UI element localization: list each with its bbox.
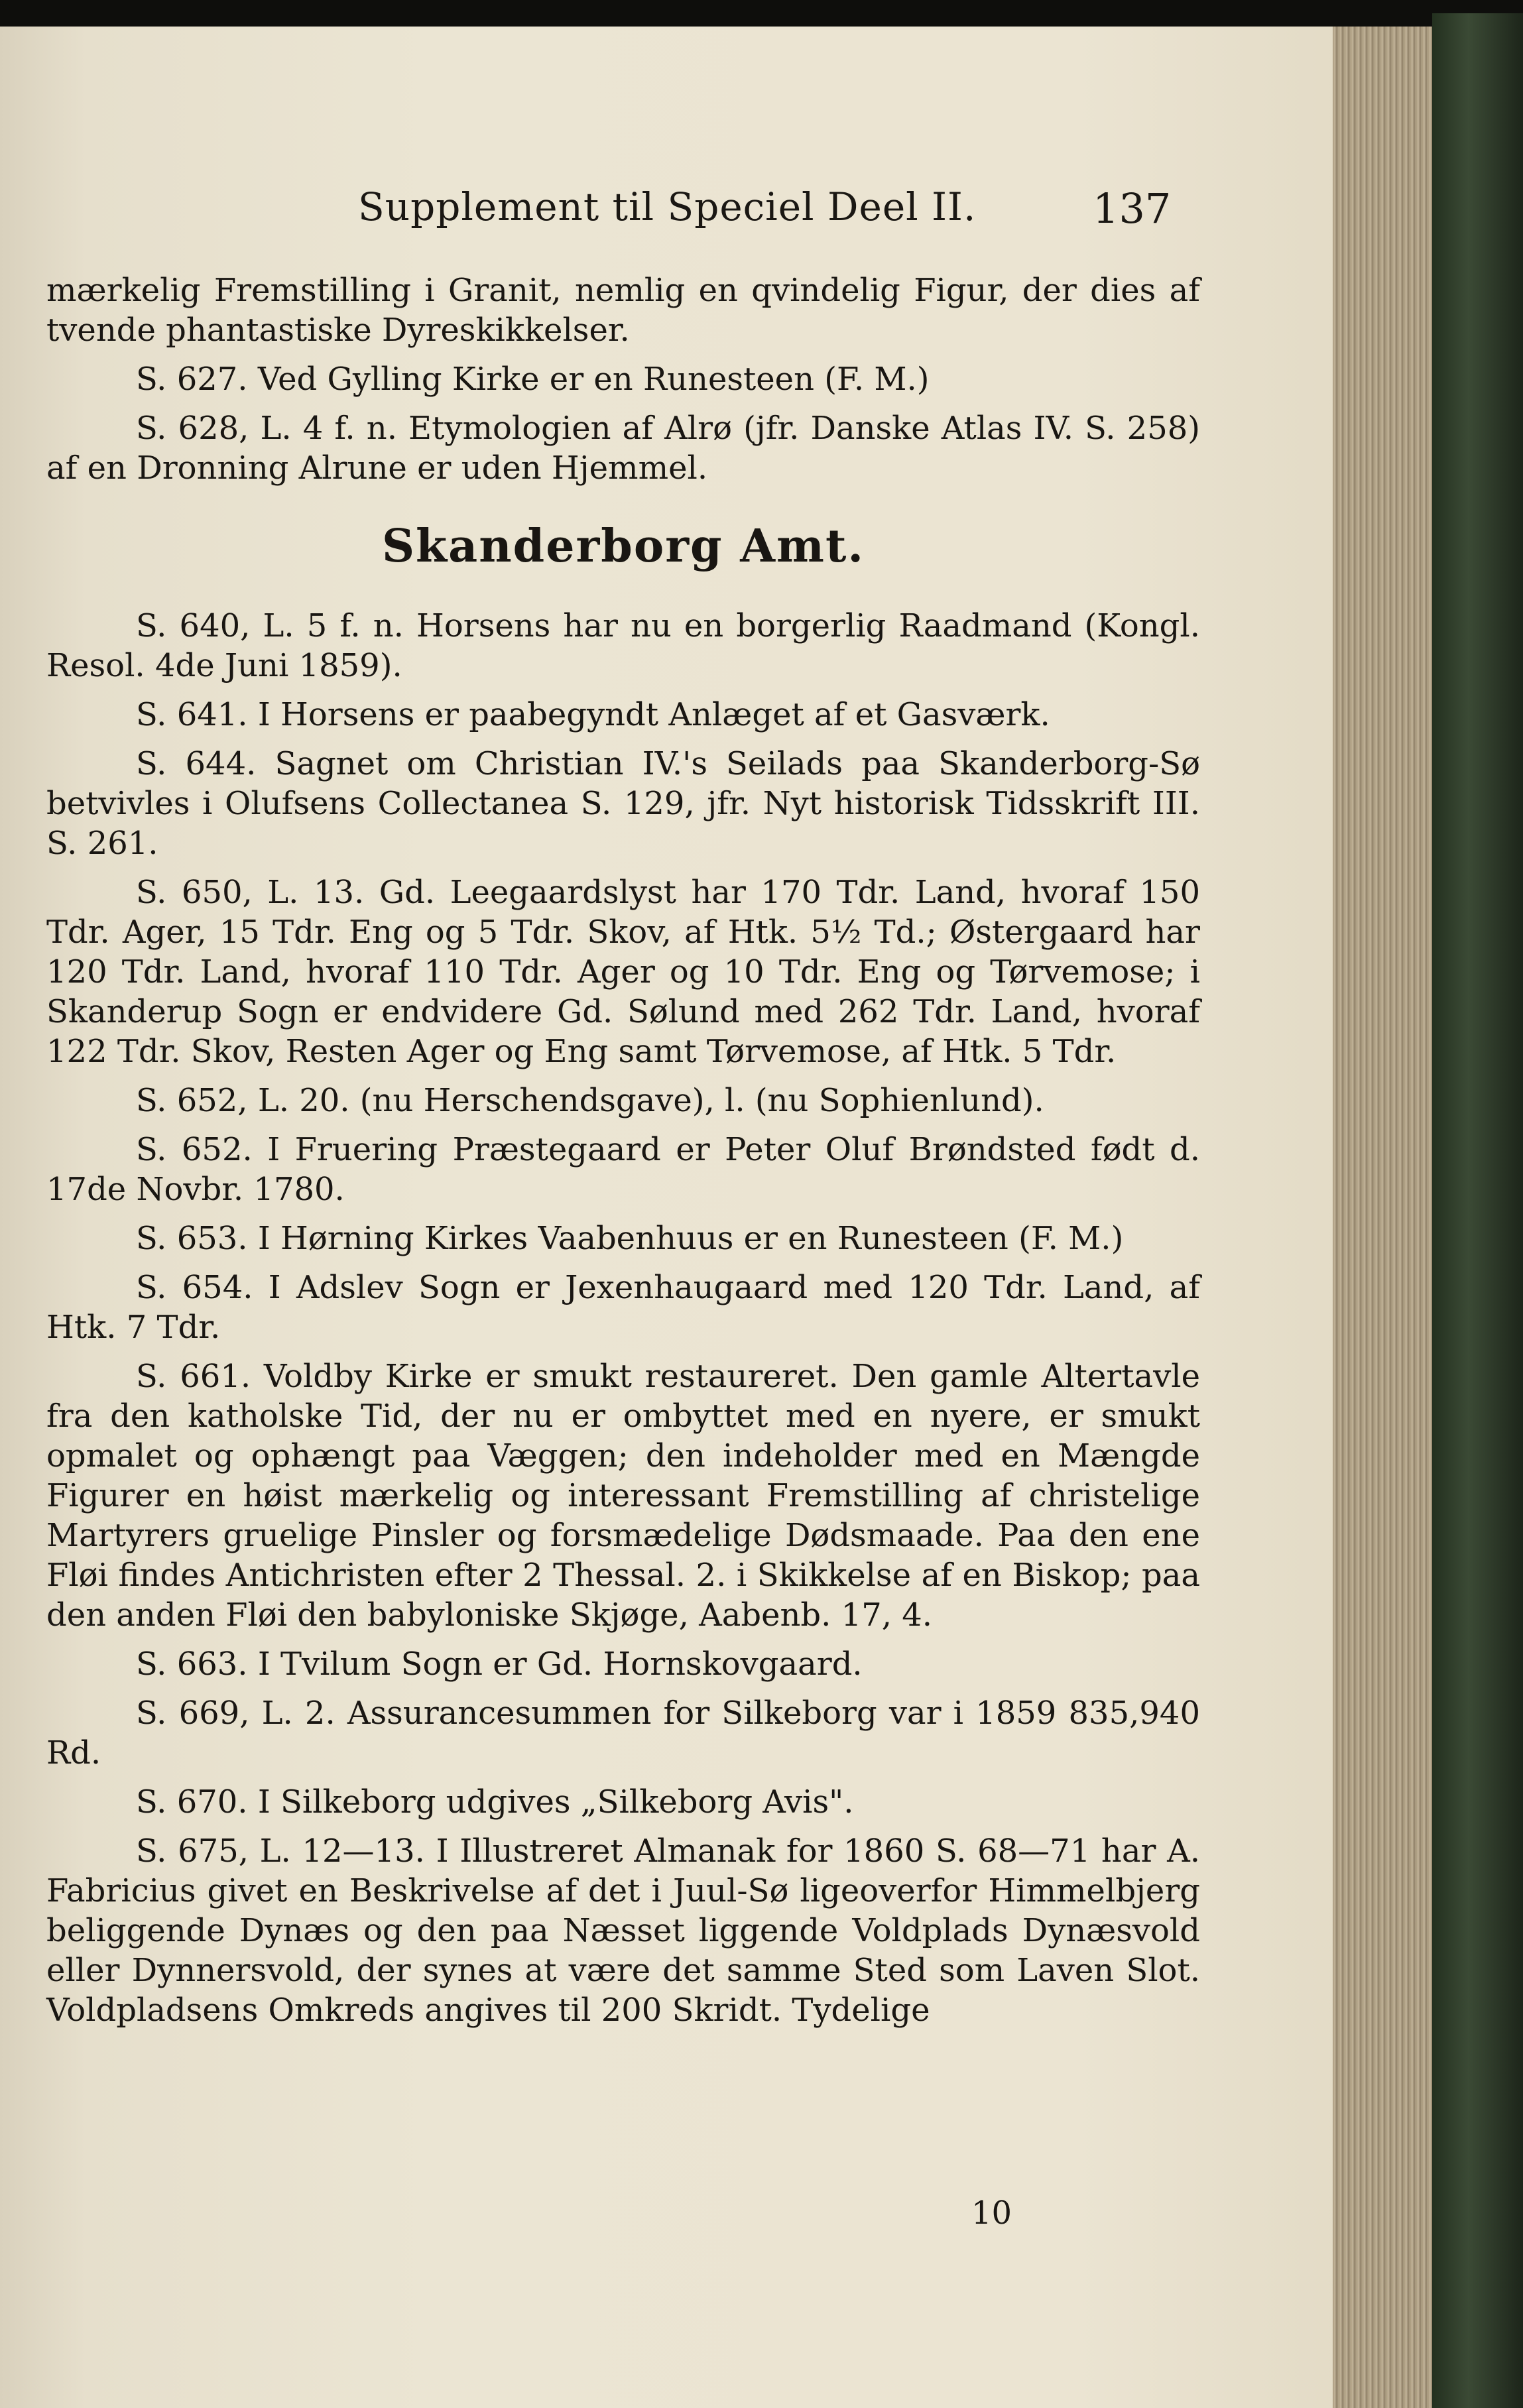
paragraph: S. 652, L. 20. (nu Herschendsgave), l. (nu Sophienlund). [136, 1082, 1044, 1119]
body-text [46, 271, 1200, 2039]
signature-mark: 10 [971, 2195, 1012, 2232]
paragraph: S. 650, L. 13. Gd. Leegaardslyst har 170 Tdr. Land, hvoraf 150 Tdr. Ager, 15 Tdr. Eng og 5 Tdr. Skov, af Htk. 5½ Td.; Østergaard har 120 Tdr. Land, hvoraf 110 Tdr. Ager og 10 Tdr. Eng og Tørvemose; i Skanderup Sogn er endvidere Gd. Sølund med 262 Tdr. Land, hvoraf 122 Tdr. Skov, Resten Ager og Eng samt Tørvemose, af Htk. 5 Tdr. [46, 874, 1200, 1070]
paragraph: S. 640, L. 5 f. n. Horsens har nu en borgerlig Raadmand (Kongl. Resol. 4de Juni 1859). [46, 607, 1200, 684]
paragraph: S. 663. I Tvilum Sogn er Gd. Hornskovgaard. [136, 1646, 863, 1683]
paragraph: S. 669, L. 2. Assurancesummen for Silkeborg var i 1859 835,940 Rd. [46, 1695, 1200, 1772]
paragraph: S. 628, L. 4 f. n. Etymologien af Alrø (jfr. Danske Atlas IV. S. 258) af en Dronning Alrune er uden Hjemmel. [46, 410, 1200, 487]
section-heading: Skanderborg Amt. [381, 520, 865, 573]
paragraph: S. 627. Ved Gylling Kirke er en Runesteen (F. M.) [136, 361, 930, 398]
running-head: Supplement til Speciel Deel II. [358, 184, 977, 229]
paragraph: S. 654. I Adslev Sogn er Jexenhaugaard med 120 Tdr. Land, af Htk. 7 Tdr. [46, 1269, 1200, 1346]
paragraph: S. 641. I Horsens er paabegyndt Anlæget af et Gasværk. [136, 696, 1050, 733]
paragraph: S. 644. Sagnet om Christian IV.'s Seilads paa Skanderborg-Sø betvivles i Olufsens Collectanea S. 129, jfr. Nyt historisk Tidsskrift III. S. 261. [46, 745, 1200, 862]
page-header [0, 184, 1523, 237]
paragraph: mærkelig Fremstilling i Granit, nemlig en qvindelig Figur, der dies af tvende phantastiske Dyreskikkelser. [46, 272, 1200, 349]
paragraph: S. 670. I Silkeborg udgives „Silkeborg Avis". [136, 1783, 854, 1821]
paragraph: S. 652. I Fruering Præstegaard er Peter Oluf Brøndsted født d. 17de Novbr. 1780. [46, 1131, 1200, 1208]
paragraph: S. 653. I Hørning Kirkes Vaabenhuus er en Runesteen (F. M.) [136, 1220, 1124, 1257]
page-edge [1333, 27, 1432, 2408]
page-number: 137 [1093, 184, 1172, 233]
paragraph: S. 675, L. 12—13. I Illustreret Almanak for 1860 S. 68—71 har A. Fabricius givet en Beskrivelse af det i Juul-Sø ligeoverfor Himmelbjerg beliggende Dynæs og den paa Næsset liggende Voldplads Dynæsvold eller Dynnersvold, der synes at være det samme Sted som Laven Slot. Voldpladsens Omkreds angives til 200 Skridt. Tydelige [46, 1833, 1200, 2029]
book-cover [1432, 13, 1523, 2408]
paragraph: S. 661. Voldby Kirke er smukt restaureret. Den gamle Altertavle fra den katholske Tid, der nu er ombyttet med en nyere, er smukt opmalet og ophængt paa Væggen; den indeholder med en Mængde Figurer en høist mærkelig og interessant Fremstilling af christelige Martyrers gruelige Pinsler og forsmædelige Dødsmaade. Paa den ene Fløi findes Antichristen efter 2 Thessal. 2. i Skikkelse af en Biskop; paa den anden Fløi den babyloniske Skjøge, Aabenb. 17, 4. [46, 1358, 1200, 1634]
